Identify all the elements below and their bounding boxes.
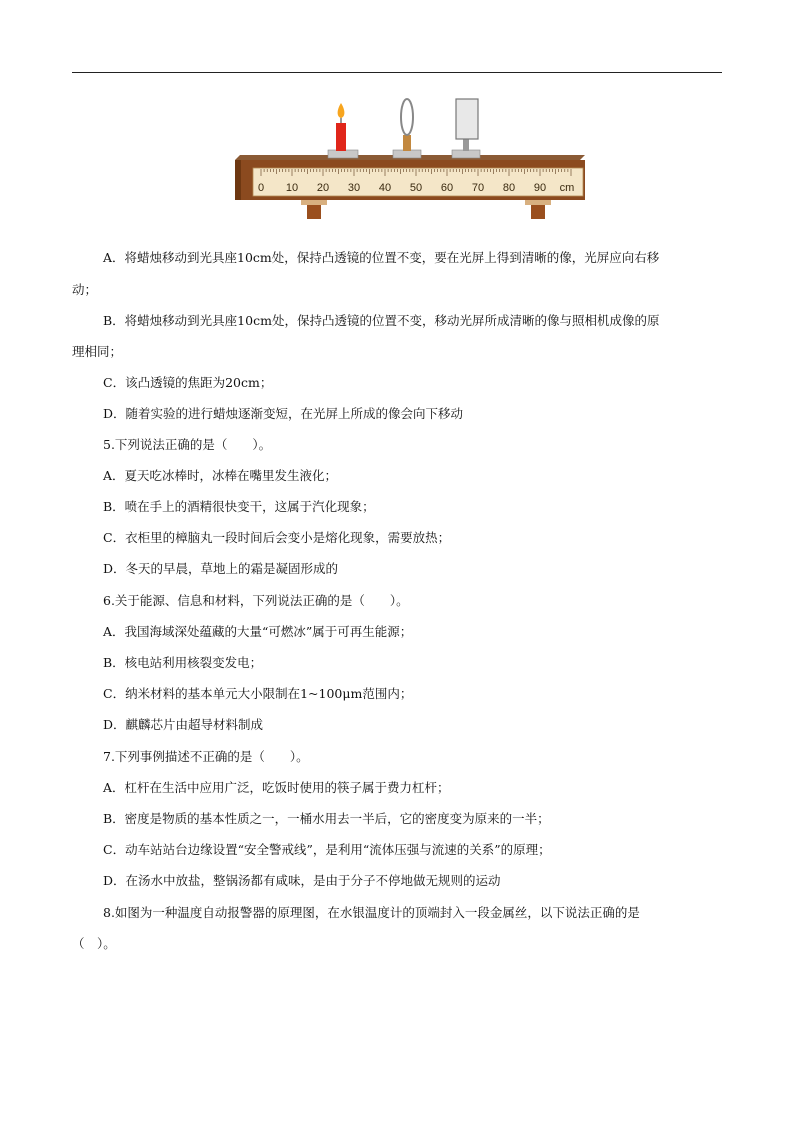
q5-option-d: D．冬天的早晨，草地上的霜是凝固形成的 bbox=[103, 561, 339, 576]
q6-option-c: C．纳米材料的基本单元大小限制在1~100μm范围内； bbox=[103, 686, 413, 701]
q6-option-d: D．麒麟芯片由超导材料制成 bbox=[103, 717, 264, 732]
ruler-label: 90 bbox=[533, 182, 547, 194]
ruler-label: 20 bbox=[316, 182, 330, 194]
q7-option-b: B．密度是物质的基本性质之一，一桶水用去一半后，它的密度变为原来的一半； bbox=[103, 811, 550, 826]
ruler-label: 60 bbox=[440, 182, 454, 194]
q5-option-a: A．夏天吃冰棒时，冰棒在嘴里发生液化； bbox=[103, 468, 338, 483]
ruler-label: 10 bbox=[285, 182, 299, 194]
q7-option-c: C．动车站站台边缘设置“安全警戒线”，是利用“流体压强与流速的关系”的原理； bbox=[103, 842, 551, 857]
q6-option-b: B．核电站利用核裂变发电； bbox=[103, 655, 263, 670]
q4-option-a-line2: 动； bbox=[72, 282, 98, 297]
ruler-label: 80 bbox=[502, 182, 516, 194]
q7-option-a: A．杠杆在生活中应用广泛，吃饭时使用的筷子属于费力杠杆； bbox=[103, 780, 450, 795]
optical-bench-illustration bbox=[225, 95, 590, 225]
bench-leg-left bbox=[307, 203, 321, 219]
optical-bench-figure bbox=[225, 95, 590, 225]
q4-option-b-line2: 理相同； bbox=[72, 344, 123, 359]
q5-option-c: C．衣柜里的樟脑丸一段时间后会变小是熔化现象，需要放热； bbox=[103, 530, 451, 545]
q6-option-a: A．我国海域深处蕴藏的大量“可燃冰”属于可再生能源； bbox=[103, 624, 413, 639]
candle bbox=[336, 123, 346, 151]
q7-option-d: D．在汤水中放盐，整锅汤都有咸味，是由于分子不停地做无规则的运动 bbox=[103, 873, 501, 888]
q4-option-b-line1: B．将蜡烛移动到光具座10cm处，保持凸透镜的位置不变，移动光屏所成清晰的像与照相机成像的原 bbox=[103, 313, 660, 328]
q4-option-c: C．该凸透镜的焦距为20cm； bbox=[103, 375, 273, 390]
q4-option-a-line1: A．将蜡烛移动到光具座10cm处，保持凸透镜的位置不变，要在光屏上得到清晰的像，光屏应向右移 bbox=[103, 250, 660, 265]
q7-stem: 7.下列事例描述不正确的是（ ）。 bbox=[103, 749, 309, 764]
q8-stem-line2: （ ）。 bbox=[72, 936, 116, 951]
screen-holder bbox=[452, 150, 480, 158]
ruler-label: 40 bbox=[378, 182, 392, 194]
ruler-label: 70 bbox=[471, 182, 485, 194]
bench-leg-right bbox=[531, 203, 545, 219]
q4-option-d: D．随着实验的进行蜡烛逐渐变短，在光屏上所成的像会向下移动 bbox=[103, 406, 464, 421]
q8-stem-line1: 8.如图为一种温度自动报警器的原理图，在水银温度计的顶端封入一段金属丝，以下说法正确的是 bbox=[103, 905, 640, 920]
light-screen bbox=[456, 99, 478, 139]
convex-lens bbox=[401, 99, 413, 135]
header-rule bbox=[72, 72, 722, 73]
ruler-label: cm bbox=[559, 182, 575, 194]
q5-stem: 5.下列说法正确的是（ ）。 bbox=[103, 437, 272, 452]
ruler-label: 50 bbox=[409, 182, 423, 194]
candle-holder bbox=[328, 150, 358, 158]
ruler-label: 30 bbox=[347, 182, 361, 194]
ruler-label: 0 bbox=[257, 182, 265, 194]
candle-flame bbox=[338, 103, 345, 118]
q5-option-b: B．喷在手上的酒精很快变干，这属于汽化现象； bbox=[103, 499, 375, 514]
lens-holder bbox=[393, 150, 421, 158]
q6-stem: 6.关于能源、信息和材料，下列说法正确的是（ ）。 bbox=[103, 593, 409, 608]
